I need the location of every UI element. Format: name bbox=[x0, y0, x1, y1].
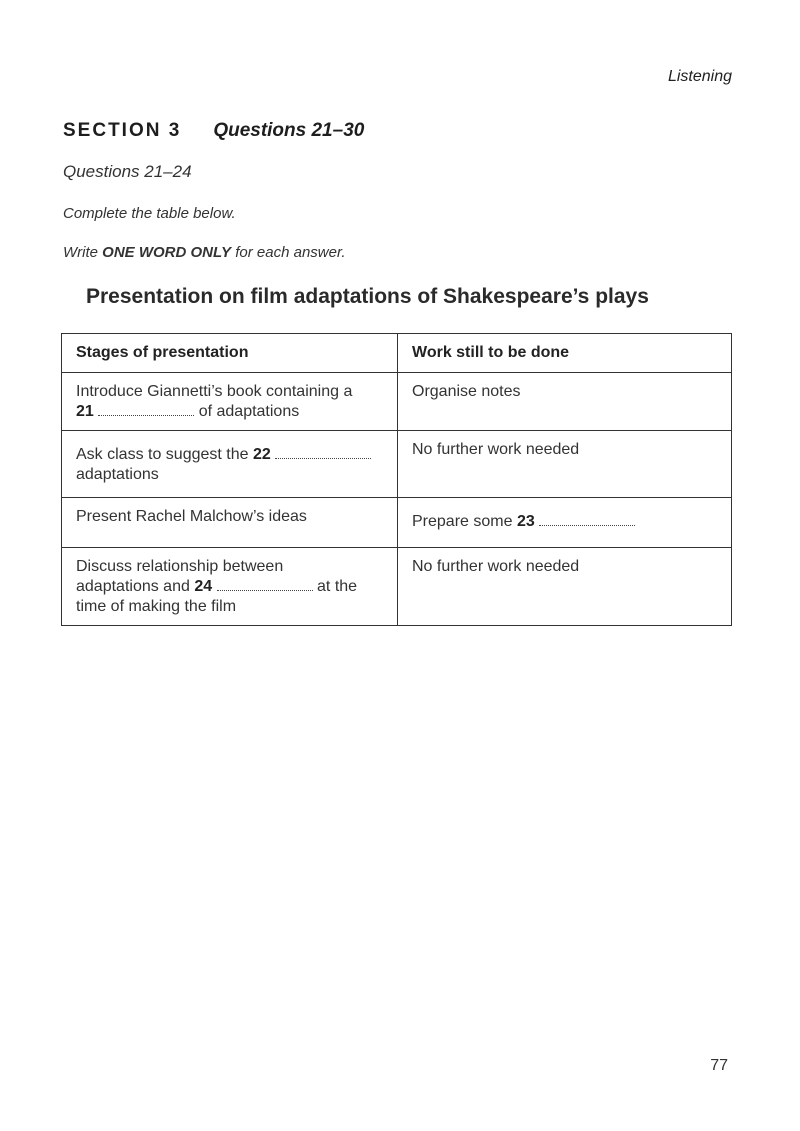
section-heading bbox=[63, 120, 364, 142]
section-title: SECTION 3 bbox=[63, 120, 182, 141]
table-row bbox=[62, 373, 732, 431]
stage-text: Introduce Giannetti’s book containing a bbox=[76, 383, 353, 400]
section-label: Listening bbox=[667, 68, 732, 85]
work-text: No further work needed bbox=[412, 441, 580, 458]
stage-text: of adaptations bbox=[198, 403, 300, 420]
answer-gap-23[interactable] bbox=[539, 523, 635, 526]
answer-gap-21[interactable] bbox=[98, 413, 194, 416]
table-title: Presentation on film adaptations of Shakespeare’s plays bbox=[86, 285, 649, 308]
stage-text: time of making the film bbox=[76, 598, 237, 615]
work-text: No further work needed bbox=[412, 558, 580, 575]
table-row bbox=[62, 431, 732, 498]
stage-text: at the bbox=[317, 578, 358, 595]
question-number: 24 bbox=[194, 578, 213, 595]
instruction-word-limit bbox=[63, 244, 346, 261]
stage-text: adaptations and bbox=[76, 578, 190, 595]
answer-gap-22[interactable] bbox=[275, 456, 371, 459]
stage-text: Discuss relationship between bbox=[76, 558, 284, 575]
stage-text: Present Rachel Malchow’s ideas bbox=[76, 508, 307, 525]
work-text: Prepare some bbox=[412, 513, 513, 530]
header-work: Work still to be done bbox=[398, 334, 732, 373]
instruction-pre: Write bbox=[63, 244, 103, 261]
work-cell bbox=[398, 431, 732, 498]
stage-cell bbox=[62, 548, 398, 626]
instruction-post: for each answer. bbox=[231, 244, 346, 261]
instruction-word-limit-emphasis: ONE WORD ONLY bbox=[102, 244, 232, 261]
stage-cell bbox=[62, 431, 398, 498]
work-cell bbox=[398, 548, 732, 626]
stage-text: adaptations bbox=[76, 466, 159, 483]
notes-table bbox=[61, 333, 732, 626]
table-row bbox=[62, 498, 732, 548]
work-cell bbox=[398, 498, 732, 548]
question-number: 22 bbox=[252, 446, 271, 463]
answer-gap-24[interactable] bbox=[217, 588, 313, 591]
stage-cell bbox=[62, 498, 398, 548]
header-stages: Stages of presentation bbox=[62, 334, 398, 373]
subsection-title: Questions 21–24 bbox=[63, 162, 192, 181]
page-number: 77 bbox=[710, 1057, 728, 1074]
question-number: 21 bbox=[76, 403, 94, 420]
stage-cell bbox=[62, 373, 398, 431]
table-row bbox=[62, 548, 732, 626]
work-text: Organise notes bbox=[412, 383, 521, 400]
stage-text: Ask class to suggest the bbox=[76, 446, 249, 463]
instruction-complete-table: Complete the table below. bbox=[63, 205, 236, 222]
table-header-row bbox=[62, 334, 732, 373]
question-number: 23 bbox=[516, 513, 535, 530]
work-cell bbox=[398, 373, 732, 431]
questions-range: Questions 21–30 bbox=[213, 120, 365, 141]
